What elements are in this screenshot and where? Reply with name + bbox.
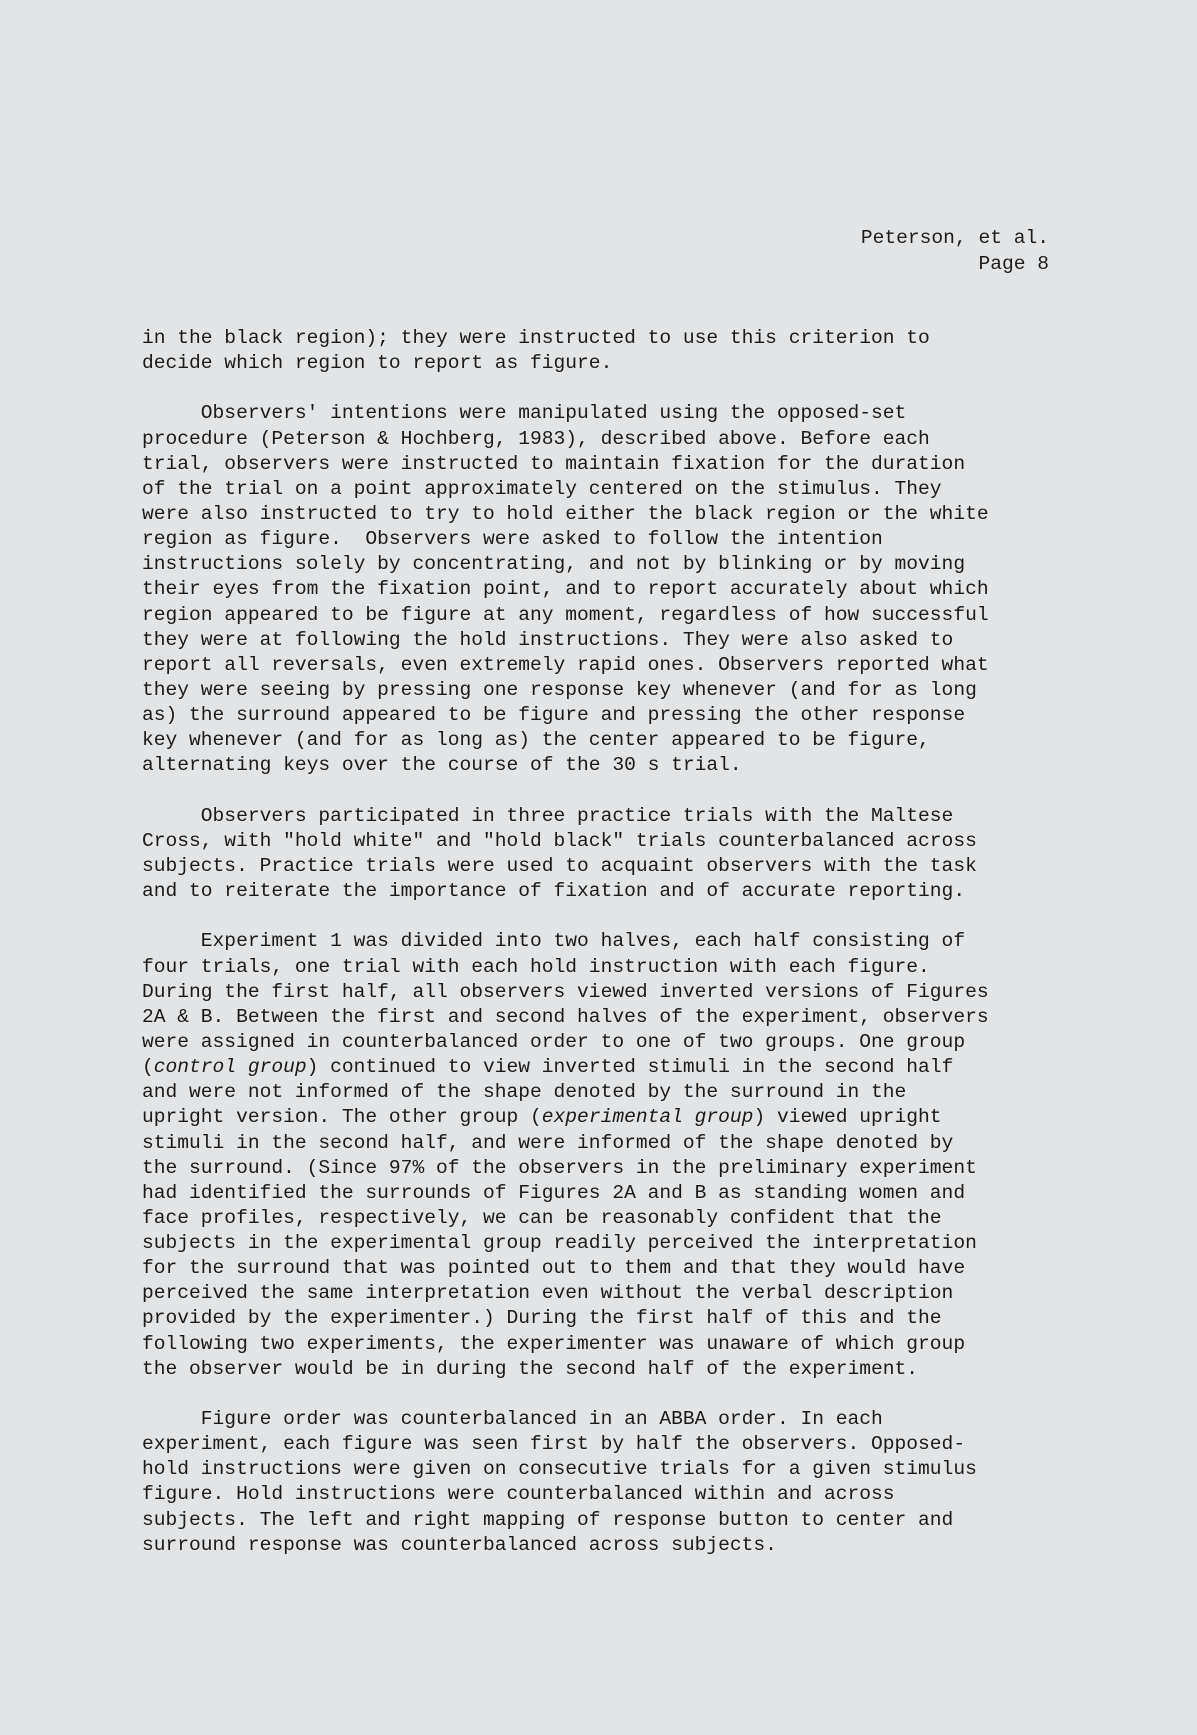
text-line: perceived the same interpretation even without the verbal description [142, 1282, 954, 1305]
text-line: key whenever (and for as long as) the center appeared to be figure, [142, 729, 930, 752]
text-line: region as figure. Observers were asked to follow the intention [142, 528, 883, 551]
text-line: alternating keys over the course of the 30 s trial. [142, 754, 742, 777]
text-line: subjects. The left and right mapping of response button to center and [142, 1508, 954, 1531]
text-line: as) the surround appeared to be figure and pressing the other response [142, 704, 966, 727]
text-line: During the first half, all observers viewed inverted versions of Figures [142, 980, 989, 1003]
text-line: trial, observers were instructed to maintain fixation for the duration [142, 452, 966, 475]
text-line: (control group) continued to view inverted stimuli in the second half [142, 1056, 954, 1079]
text-line: Cross, with "hold white" and "hold black" trials counterbalanced across [142, 829, 977, 852]
header-page-number: Page 8 [978, 252, 1049, 275]
text-line: face profiles, respectively, we can be reasonably confident that the [142, 1206, 942, 1229]
text-line: Experiment 1 was divided into two halves, each half consisting of [142, 930, 966, 953]
text-line: stimuli in the second half, and were informed of the shape denoted by [142, 1131, 954, 1154]
paragraph [142, 804, 1062, 905]
text-line: the surround. (Since 97% of the observers in the preliminary experiment [142, 1156, 977, 1179]
text-line: instructions solely by concentrating, and not by blinking or by moving [142, 553, 966, 576]
text-line: subjects in the experimental group readily perceived the interpretation [142, 1232, 977, 1255]
text-line: subjects. Practice trials were used to acquaint observers with the task [142, 854, 977, 877]
document-body [142, 326, 1062, 1583]
text-line: in the black region); they were instructed to use this criterion to [142, 327, 930, 349]
running-header [861, 226, 1049, 277]
text-line: of the trial on a point approximately centered on the stimulus. They [142, 477, 942, 500]
text-line: were assigned in counterbalanced order to one of two groups. One group [142, 1030, 966, 1053]
text-line: upright version. The other group (experimental group) viewed upright [142, 1106, 942, 1129]
paragraph [142, 1407, 1062, 1558]
text-line: figure. Hold instructions were counterbalanced within and across [142, 1483, 895, 1506]
text-line: the observer would be in during the second half of the experiment. [142, 1357, 919, 1380]
text-line: had identified the surrounds of Figures 2A and B as standing women and [142, 1181, 966, 1204]
text-line: surround response was counterbalanced across subjects. [142, 1533, 777, 1556]
text-line: experiment, each figure was seen first by half the observers. Opposed- [142, 1433, 966, 1456]
text-line: and to reiterate the importance of fixation and of accurate reporting. [142, 880, 966, 903]
text-line: hold instructions were given on consecutive trials for a given stimulus [142, 1458, 977, 1481]
text-line: decide which region to report as figure. [142, 352, 613, 375]
text-line: four trials, one trial with each hold instruction with each figure. [142, 955, 930, 978]
text-line: they were at following the hold instructions. They were also asked to [142, 628, 954, 651]
paragraph [142, 326, 1062, 376]
paragraph [142, 929, 1062, 1382]
text-line: procedure (Peterson & Hochberg, 1983), described above. Before each [142, 427, 930, 450]
text-line: 2A & B. Between the first and second halves of the experiment, observers [142, 1005, 989, 1028]
header-author: Peterson, et al. [860, 227, 1049, 249]
text-line: provided by the experimenter.) During the first half of this and the [142, 1307, 942, 1330]
text-line: region appeared to be figure at any moment, regardless of how successful [142, 603, 989, 626]
text-line: Figure order was counterbalanced in an ABBA order. In each [142, 1408, 883, 1431]
text-line: Observers participated in three practice trials with the Maltese [142, 804, 954, 827]
text-line: were also instructed to try to hold either the black region or the white [142, 502, 989, 525]
text-line: Observers' intentions were manipulated using the opposed-set [142, 402, 907, 425]
text-line: they were seeing by pressing one response key whenever (and for as long [142, 678, 977, 701]
text-line: their eyes from the fixation point, and to report accurately about which [142, 578, 989, 601]
paragraph [142, 401, 1062, 778]
text-line: for the surround that was pointed out to them and that they would have [142, 1257, 966, 1280]
text-line: report all reversals, even extremely rapid ones. Observers reported what [142, 653, 989, 676]
text-line: and were not informed of the shape denoted by the surround in the [142, 1081, 907, 1104]
text-line: following two experiments, the experimenter was unaware of which group [142, 1332, 966, 1355]
